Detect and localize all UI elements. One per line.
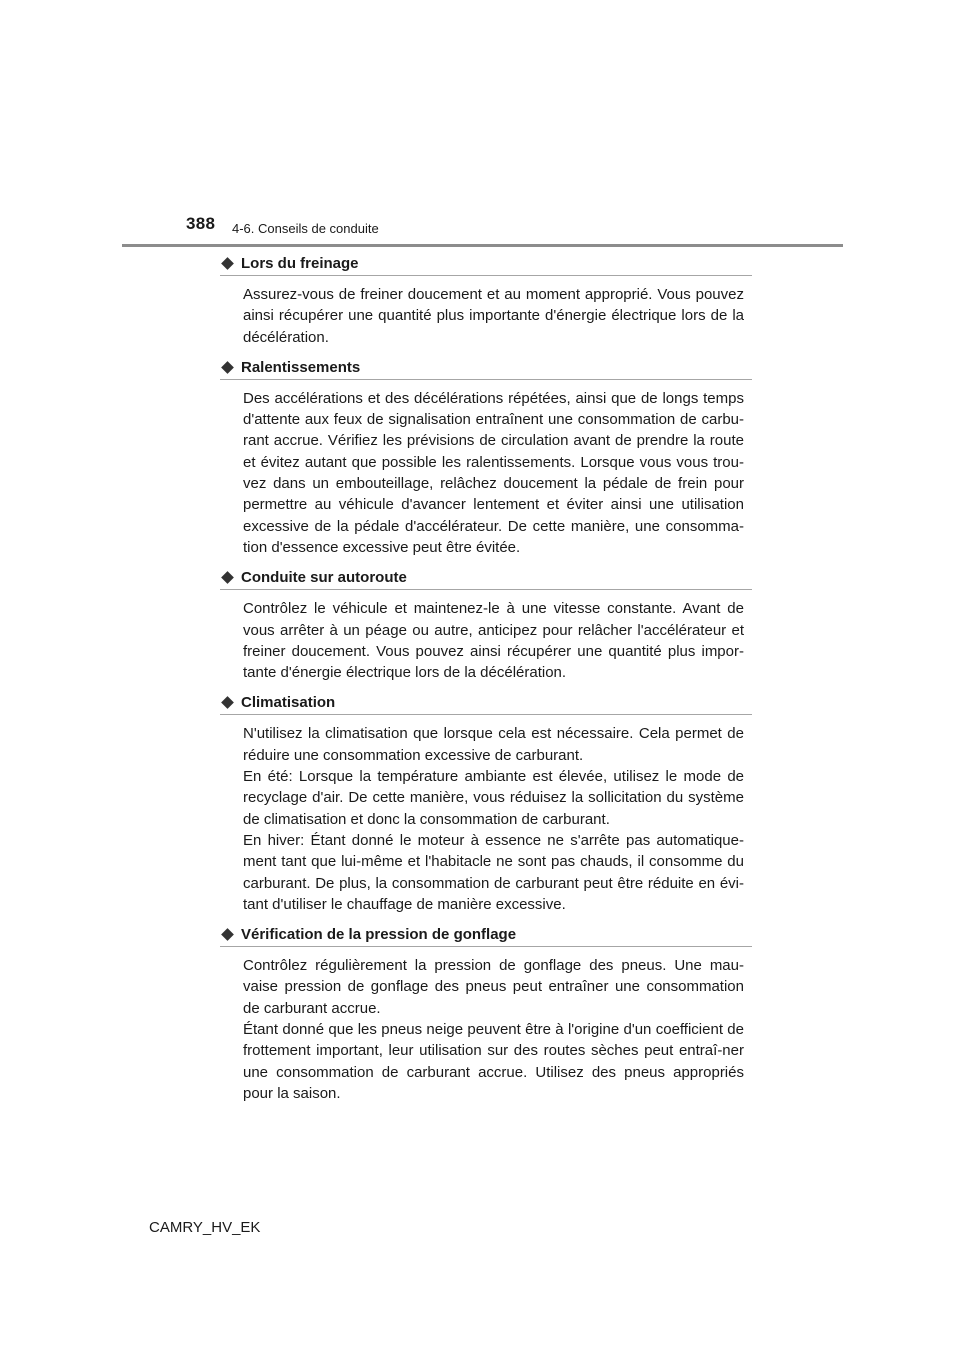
section-highway-driving [220,568,752,683]
section-heading-text: Climatisation [241,694,336,712]
section-body [243,388,744,558]
section-heading [220,925,752,947]
section-body [243,723,744,915]
section-heading-text: Vérification de la pression de gonflage [241,926,517,944]
section-tire-pressure [220,925,752,1104]
section-heading-text: Lors du freinage [241,255,359,272]
section-heading [220,358,752,380]
paragraph: En été: Lorsque la température ambiante est élevée, utilisez le mode de recyclage d'air. De cette manière, vous réduisez la sollicitation du système de climatisation et donc la consommation de carburant. [243,768,744,828]
paragraph: Contrôlez régulièrement la pression de gonflage des pneus. Une mau-vaise pression de gonflage des pneus peut entraîner une consommation de carburant accrue. [243,957,744,1017]
section-body [243,598,744,683]
paragraph: En hiver: Étant donné le moteur à essence ne s'arrête pas automatique-ment tant que lui-même et l'habitacle ne sont pas chauds, il consomme du carburant. De plus, la consommation de carburant peut être réduite en évi-tant d'utiliser le chauffage de manière excessive. [243,831,744,913]
paragraph: N'utilisez la climatisation que lorsque cela est nécessaire. Cela permet de réduire une consommation excessive de carburant. [243,725,744,764]
section-heading [220,254,752,276]
section-traffic-jams [220,358,752,558]
paragraph: Assurez-vous de freiner doucement et au moment approprié. Vous pouvez ainsi récupérer une quantité plus importante d'énergie électrique lors de la décélération. [243,286,744,346]
section-heading [220,693,752,715]
diamond-bullet-icon [221,697,234,710]
section-air-conditioning [220,693,752,915]
paragraph: Des accélérations et des décélérations répétées, ainsi que de longs temps d'attente aux feux de signalisation entraînent une consommation de carbu-rant accrue. Vérifiez les prévisions de circulation avant de prendre la route et évitez autant que possible les ralentissements. Lorsque vous vous trou-vez dans un embouteillage, relâchez doucement la pédale de frein pour permettre au véhicule d'avancer lentement et éviter ainsi une utilisation excessive de la pédale d'accélérateur. De cette manière, une consomma-tion d'essence excessive peut être évitée. [243,389,744,556]
paragraph: Étant donné que les pneus neige peuvent être à l'origine d'un coefficient de frottement important, leur utilisation sur des routes sèches peut entraî-ner une consommation de carburant accrue. Utilisez des pneus appropriés pour la saison. [243,1021,744,1102]
section-body [243,955,744,1104]
page-content [220,254,752,1104]
paragraph: Contrôlez le véhicule et maintenez-le à une vitesse constante. Avant de vous arrêter à un péage ou autre, anticipez pour relâcher l'accélérateur et freiner doucement. Vous pouvez ainsi récupérer une quantité plus impor-tante d'énergie électrique lors de la décélération. [243,600,744,682]
section-heading-text: Conduite sur autoroute [241,569,407,587]
header-divider [122,244,843,247]
section-title: 4-6. Conseils de conduite [232,221,379,236]
diamond-bullet-icon [221,257,234,270]
section-heading [220,568,752,590]
section-heading-text: Ralentissements [241,358,361,376]
diamond-bullet-icon [221,361,234,374]
section-braking [220,254,752,348]
page-number: 388 [186,214,216,233]
diamond-bullet-icon [221,928,234,941]
section-body [243,284,744,348]
footer-model-code: CAMRY_HV_EK [149,1219,261,1236]
diamond-bullet-icon [221,571,234,584]
